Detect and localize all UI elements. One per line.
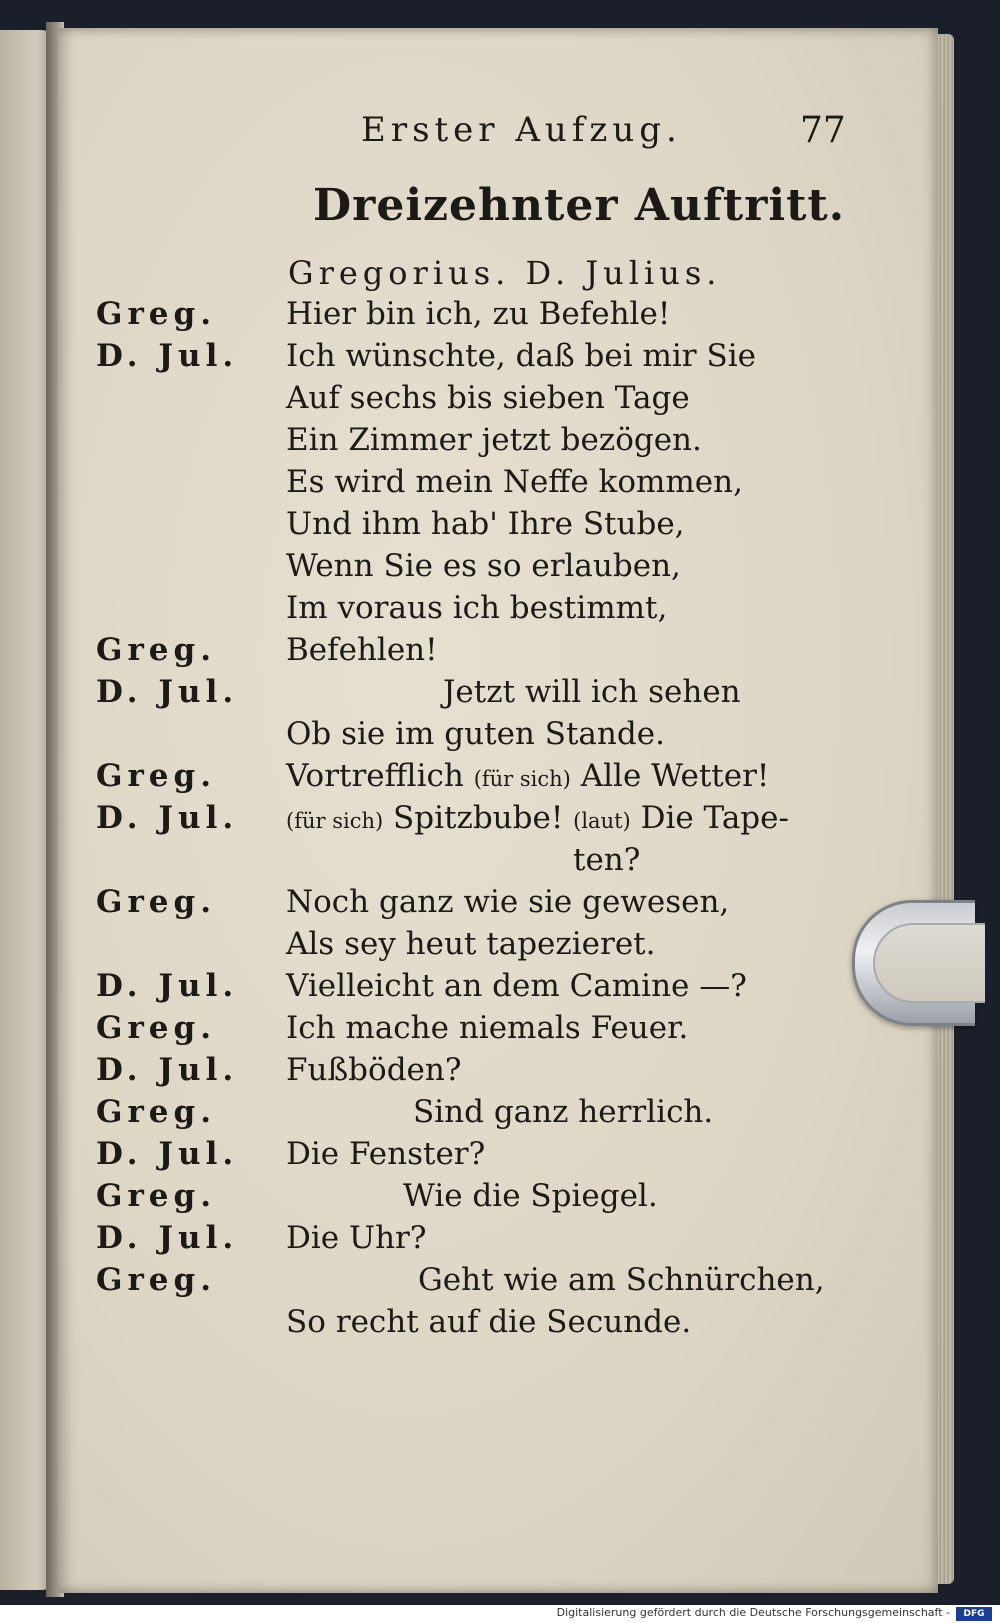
running-head: Erster Aufzug. xyxy=(361,110,682,150)
spoken-text: Sind ganz herrlich. xyxy=(413,1094,714,1130)
speaker-label: Greg. xyxy=(96,1262,216,1298)
verse-text xyxy=(286,1136,485,1172)
speaker-label: Greg. xyxy=(96,632,216,668)
verse-text xyxy=(286,464,743,500)
spoken-text: Ich wünschte, daß bei mir Sie xyxy=(286,338,756,374)
dfg-logo: DFG xyxy=(956,1607,992,1621)
verse-text xyxy=(286,632,438,668)
page-clip xyxy=(852,900,975,1026)
verse-text xyxy=(286,968,747,1004)
spoken-text: Befehlen! xyxy=(286,632,438,668)
verse-text xyxy=(286,1010,688,1046)
book-page xyxy=(58,28,938,1593)
spoken-text: Wie die Spiegel. xyxy=(403,1178,658,1214)
spoken-text: Die Uhr? xyxy=(286,1220,427,1256)
spoken-text: Ein Zimmer jetzt bezögen. xyxy=(286,422,702,458)
speaker-label: Greg. xyxy=(96,884,216,920)
spoken-text: Die Fenster? xyxy=(286,1136,486,1172)
spoken-text: Hier bin ich, zu Befehle! xyxy=(286,296,671,332)
verse-text xyxy=(413,1094,713,1130)
spoken-text: Alle Wetter! xyxy=(570,758,770,794)
spoken-text: Spitzbube! xyxy=(383,800,574,836)
speaker-label: Greg. xyxy=(96,296,216,332)
verse-text xyxy=(286,422,702,458)
spoken-text: Ob sie im guten Stande. xyxy=(286,716,665,752)
speaker-label: Greg. xyxy=(96,1178,216,1214)
verse-text xyxy=(286,1220,427,1256)
verse-text xyxy=(418,1262,825,1298)
speaker-label: Greg. xyxy=(96,1010,216,1046)
verse-text xyxy=(286,506,685,542)
verse-text xyxy=(403,1178,658,1214)
verse-text xyxy=(286,590,667,626)
spoken-text: Wenn Sie es so erlauben, xyxy=(286,548,681,584)
stage-direction: (für sich) xyxy=(473,767,571,791)
spoken-text: Jetzt will ich sehen xyxy=(443,674,741,710)
speaker-label: D. Jul. xyxy=(96,338,239,374)
speaker-label: D. Jul. xyxy=(96,1220,239,1256)
spoken-text: Fußböden? xyxy=(286,1052,462,1088)
verse-text xyxy=(286,884,729,920)
spoken-text: Und ihm hab' Ihre Stube, xyxy=(286,506,685,542)
digitization-footer xyxy=(0,1605,1000,1623)
speaker-label: Greg. xyxy=(96,758,216,794)
stage-direction: (laut) xyxy=(573,809,631,833)
verse-text xyxy=(286,380,690,416)
spoken-text: Es wird mein Neffe kommen, xyxy=(286,464,743,500)
verse-text xyxy=(286,758,769,794)
spoken-text: Geht wie am Schnürchen, xyxy=(418,1262,825,1298)
spoken-text: Ich mache niemals Feuer. xyxy=(286,1010,689,1046)
verse-text xyxy=(286,548,681,584)
spoken-text: Im voraus ich bestimmt, xyxy=(286,590,668,626)
verse-text xyxy=(286,338,756,374)
speaker-label: D. Jul. xyxy=(96,968,239,1004)
verse-text xyxy=(286,1052,461,1088)
speaker-label: D. Jul. xyxy=(96,1136,239,1172)
page-clip-inner xyxy=(873,923,985,1003)
verse-text xyxy=(573,842,640,878)
spoken-text: Vielleicht an dem Camine —? xyxy=(286,968,747,1004)
page-number: 77 xyxy=(800,110,846,151)
left-page-edge xyxy=(0,30,52,1590)
verse-text xyxy=(286,1304,691,1340)
speaker-label: D. Jul. xyxy=(96,1052,239,1088)
spoken-text: Als sey heut tapezieret. xyxy=(286,926,656,962)
spoken-text: Die Tape- xyxy=(630,800,789,836)
spoken-text: Noch ganz wie sie gewesen, xyxy=(286,884,730,920)
scene-title: Dreizehnter Auftritt. xyxy=(313,180,846,231)
speaker-label: D. Jul. xyxy=(96,800,239,836)
verse-text xyxy=(286,800,789,836)
speaker-label: D. Jul. xyxy=(96,674,239,710)
cast-line: Gregorius. D. Julius. xyxy=(288,254,722,292)
spoken-text: Auf sechs bis sieben Tage xyxy=(286,380,690,416)
footer-credit: Digitalisierung gefördert durch die Deutsche Forschungsgemeinschaft - xyxy=(556,1606,950,1619)
verse-text xyxy=(443,674,741,710)
speaker-label: Greg. xyxy=(96,1094,216,1130)
spoken-text: So recht auf die Secunde. xyxy=(286,1304,692,1340)
verse-text xyxy=(286,296,670,332)
verse-text xyxy=(286,716,665,752)
spoken-text: ten? xyxy=(573,842,641,878)
verse-text xyxy=(286,926,655,962)
spoken-text: Vortrefflich xyxy=(286,758,474,794)
stage-direction: (für sich) xyxy=(286,809,384,833)
